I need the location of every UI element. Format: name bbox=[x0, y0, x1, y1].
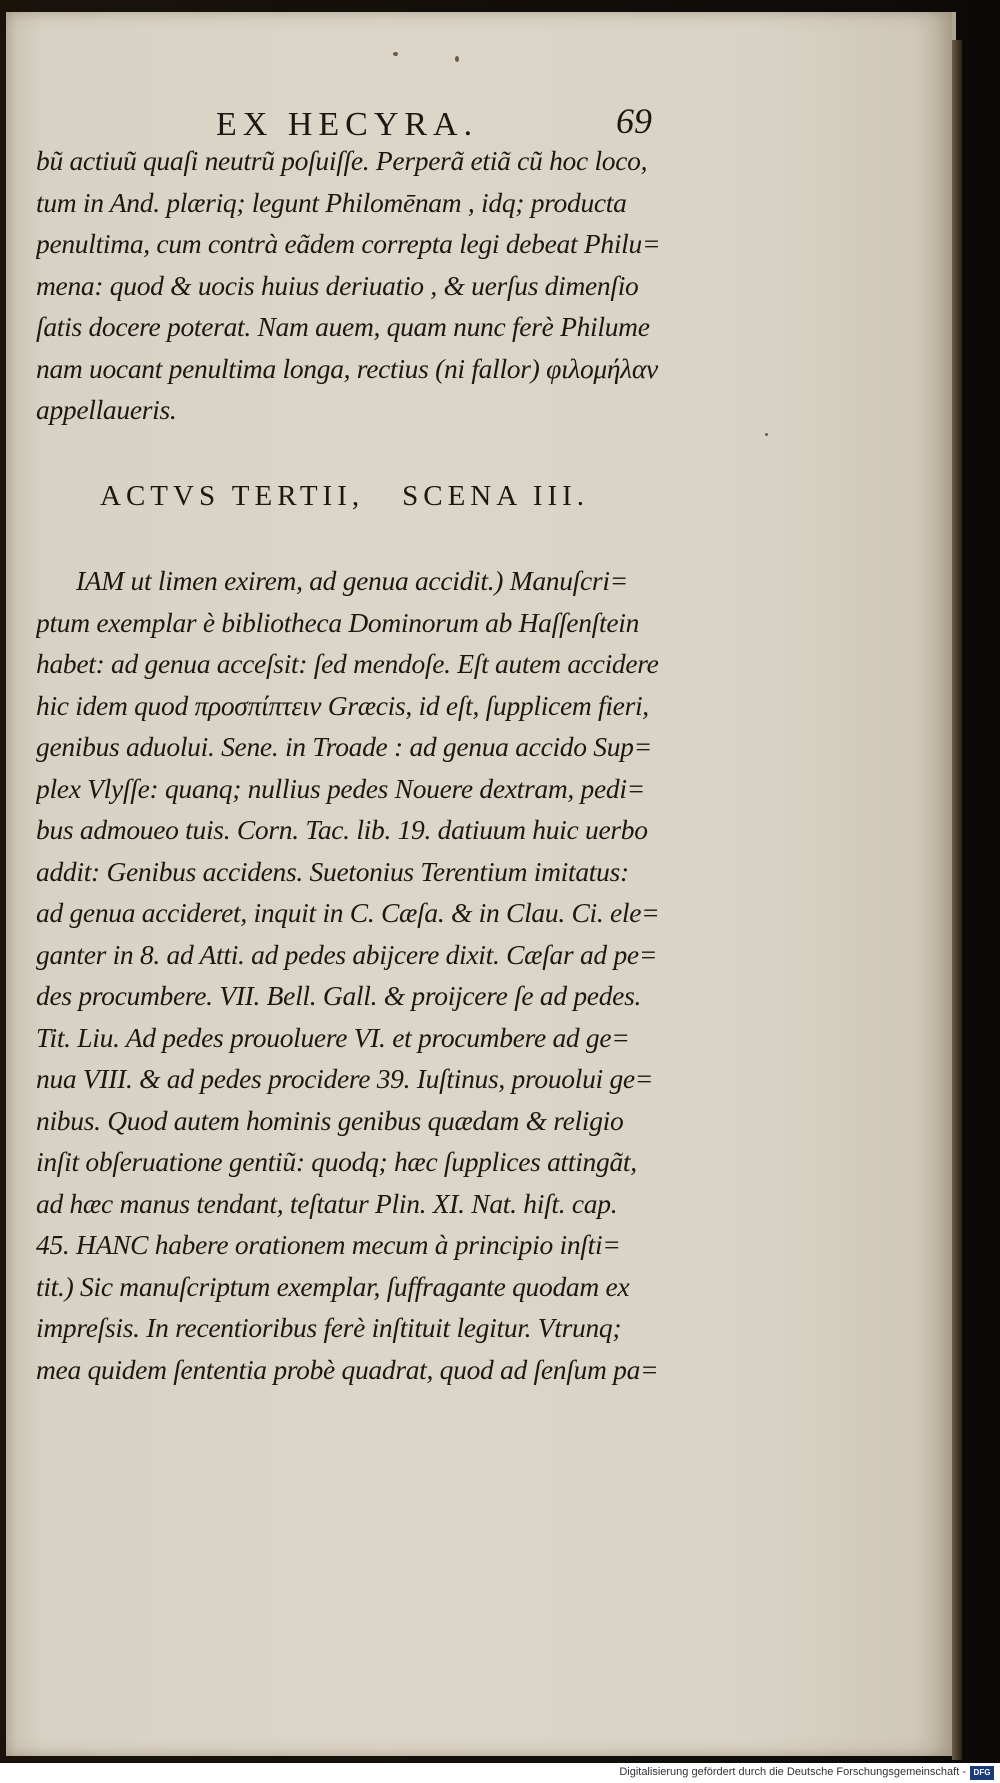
text-line: des procumbere. VII. Bell. Gall. & proijcere ſe ad pedes. bbox=[36, 980, 642, 1011]
text-line: nua VIII. & ad pedes procidere 39. Iuſtinus, prouolui ge= bbox=[36, 1063, 654, 1094]
running-title: EX HECYRA. bbox=[216, 106, 479, 143]
scene-label: SCENA III. bbox=[402, 480, 590, 512]
text-line: genibus aduolui. Sene. in Troade : ad genua accido Sup= bbox=[36, 731, 652, 762]
text-line: impreſsis. In recentioribus ferè inſtituit legitur. Vtrunq; bbox=[36, 1312, 622, 1343]
page-number: 69 bbox=[616, 101, 652, 141]
text-line: IAM ut limen exirem, ad genua accidit.) Manuſcri= bbox=[76, 565, 628, 596]
text-line: ptum exemplar è bibliotheca Dominorum ab Haſſenſtein bbox=[36, 606, 640, 638]
paper-speck bbox=[393, 52, 398, 56]
text-line: 45. HANC habere orationem mecum à principio inſti= bbox=[36, 1229, 621, 1260]
text-line: ad genua accideret, inquit in C. Cæſa. & in Clau. Ci. ele= bbox=[36, 897, 660, 928]
text-line: ſatis docere poterat. Nam auem, quam nunc ferè Philume bbox=[36, 311, 650, 342]
text-line: tit.) Sic manuſcriptum exemplar, ſuffragante quodam ex bbox=[36, 1270, 630, 1302]
text-line: inſit obſeruatione gentiũ: quodq; hæc ſupplices attingãt, bbox=[36, 1146, 637, 1177]
paper-speck bbox=[455, 56, 459, 62]
text-line: ganter in 8. ad Atti. ad pedes abijcere dixit. Cæſar ad pe= bbox=[36, 938, 658, 970]
paper-speck bbox=[765, 433, 768, 436]
dfg-logo-icon: DFG bbox=[970, 1766, 994, 1780]
text-line: plex Vlyſſe: quanq; nullius pedes Nouere dextram, pedi= bbox=[36, 772, 645, 804]
text-line: addit: Genibus accidens. Suetonius Terentium imitatus: bbox=[36, 855, 629, 887]
text-line: bus admoueo tuis. Corn. Tac. lib. 19. datiuum huic uerbo bbox=[36, 814, 648, 845]
funding-credit: Digitalisierung gefördert durch die Deutsche Forschungsgemeinschaft - bbox=[619, 1766, 966, 1778]
text-line: nibus. Quod autem hominis genibus quædam & religio bbox=[36, 1104, 624, 1136]
text-line: Tit. Liu. Ad pedes prouoluere VI. et procumbere ad ge= bbox=[36, 1021, 630, 1053]
text-line: mea quidem ſententia probè quadrat, quod ad ſenſum pa= bbox=[36, 1353, 659, 1385]
text-line: hic idem quod προσπίπτειν Græcis, id eſt, ſupplicem fieri, bbox=[36, 689, 649, 721]
text-line: penultima, cum contrà eãdem correpta legi debeat Philu= bbox=[36, 228, 661, 259]
page-edge-shadow bbox=[952, 40, 962, 1760]
commentary-paragraph bbox=[36, 560, 751, 1390]
text-line: nam uocant penultima longa, rectius (ni fallor) φιλομήλαν bbox=[36, 352, 658, 384]
scene-heading bbox=[100, 480, 700, 513]
text-line: appellaueris. bbox=[36, 394, 177, 425]
act-label: ACTVS TERTII, bbox=[100, 480, 365, 512]
continued-paragraph bbox=[36, 140, 751, 431]
text-line: habet: ad genua acceſsit: ſed mendoſe. Eſt autem accidere bbox=[36, 648, 659, 679]
text-line: mena: quod & uocis huius deriuatio , & uerſus dimenſio bbox=[36, 269, 639, 301]
text-line: ad hæc manus tendant, teſtatur Plin. XI. Nat. hiſt. cap. bbox=[36, 1187, 618, 1219]
text-line: bũ actiuũ quaſi neutrũ poſuiſſe. Perperã etiã cũ hoc loco, bbox=[36, 145, 648, 176]
text-line: tum in And. plæriq; legunt Philomēnam , idq; producta bbox=[36, 186, 627, 218]
